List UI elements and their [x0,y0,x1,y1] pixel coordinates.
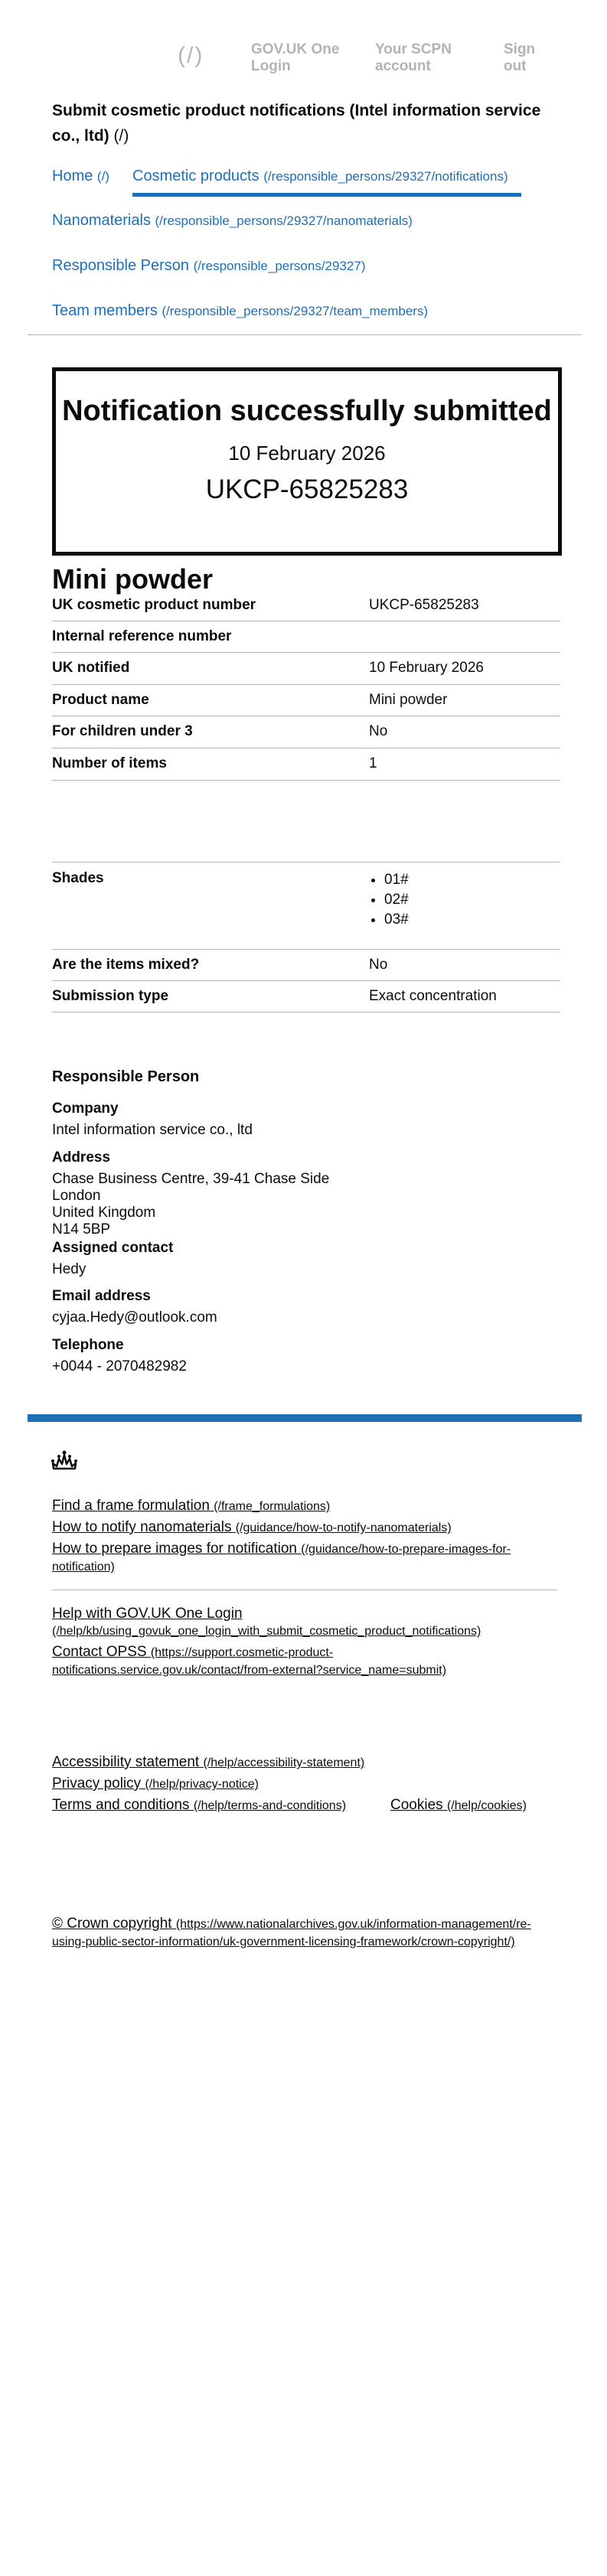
address-line: Chase Business Centre, 39-41 Chase Side [52,1171,330,1187]
nav-divider [28,334,582,335]
footer-link-label: How to notify nanomaterials [52,1519,232,1535]
service-name-url: (/) [113,127,129,145]
footer-link-accessibility[interactable] [52,1754,364,1772]
active-nav-indicator [132,193,521,197]
address-line: N14 5BP [52,1221,111,1237]
footer-link-url: (/guidance/how-to-notify-nanomaterials) [235,1521,452,1534]
scpn-account-link[interactable]: Your SCPN account [375,41,452,74]
address-value [52,1171,329,1238]
footer-link-frame-formulation[interactable] [52,1498,330,1515]
summary-row [52,589,560,621]
summary-row [52,949,560,981]
service-name-text[interactable]: Submit cosmetic product notifications (Intel information service co., ltd) [52,102,541,145]
footer-top-bar [28,1414,582,1422]
nav-products-url: (/responsible_persons/29327/notifications) [263,169,508,184]
footer-link-url: (/help/privacy-notice) [145,1778,259,1791]
company-value: Intel information service co., ltd [52,1122,253,1138]
footer-link-privacy[interactable] [52,1775,259,1793]
govuk-logo-link[interactable]: (/) [178,43,204,68]
crown-icon [51,1449,78,1472]
shade-item: • 03# [384,910,409,930]
footer-link-url: (/frame_formulations) [214,1500,331,1513]
nav-products-label: Cosmetic products [132,168,259,184]
footer-link-label: © Crown copyright [52,1916,172,1932]
nav-home-label: Home [52,168,93,184]
summary-row [52,980,560,1012]
contact-label: Assigned contact [52,1240,174,1256]
address-line: United Kingdom [52,1205,156,1221]
confirmation-panel [52,367,562,556]
nav-nanomaterials[interactable] [52,212,413,230]
footer-link-label: Find a frame formulation [52,1498,210,1514]
summary-key: Product name [52,692,149,708]
footer-link-label: Cookies [390,1797,443,1813]
telephone-label: Telephone [52,1337,124,1353]
footer-link-prepare-images[interactable] [52,1541,542,1576]
telephone-value: +0044 - 2070482982 [52,1358,187,1374]
footer-link-crown-copyright[interactable] [52,1916,550,1951]
summary-value: Exact concentration [369,988,497,1004]
nav-team-members[interactable] [52,302,428,320]
responsible-person-heading: Responsible Person [52,1068,200,1085]
nav-team-label: Team members [52,302,158,319]
panel-reference: UKCP-65825283 [205,474,409,504]
shade-item: • 02# [384,890,409,910]
nav-home-url: (/) [96,169,109,184]
email-value: cyjaa.Hedy@outlook.com [52,1309,217,1325]
summary-row [52,621,560,653]
summary-key: Submission type [52,988,169,1004]
footer-link-label: How to prepare images for notification [52,1541,297,1557]
nav-team-url: (/responsible_persons/29327/team_members) [162,304,429,318]
footer-link-url: (/guidance/how-to-prepare-images-for-notification) [52,1543,511,1573]
footer-link-label: Help with GOV.UK One Login [52,1606,243,1622]
summary-value: 1 [369,755,377,771]
footer-link-terms[interactable] [52,1797,346,1815]
summary-value: 10 February 2026 [369,660,484,676]
header [0,0,607,84]
summary-key: Shades [52,870,104,886]
footer-link-one-login-help[interactable] [52,1606,550,1640]
nav-rp-url: (/responsible_persons/29327) [193,259,366,273]
panel-date: 10 February 2026 [228,442,386,465]
nav-home[interactable] [52,168,109,185]
summary-row [52,748,560,781]
shade-item: • 01# [384,870,409,890]
summary-value: UKCP-65825283 [369,597,479,613]
summary-value: Mini powder [369,692,448,708]
nav-nano-label: Nanomaterials [52,212,151,229]
summary-key: UK notified [52,660,130,676]
footer-link-contact-opss[interactable] [52,1644,550,1679]
shades-list [369,870,409,930]
summary-row-shades [52,862,560,950]
footer-link-label: Accessibility statement [52,1754,200,1770]
summary-key: Internal reference number [52,628,232,644]
service-name[interactable] [52,98,550,148]
nav-responsible-person[interactable] [52,257,365,275]
nav-rp-label: Responsible Person [52,257,189,274]
footer-link-label: Contact OPSS [52,1644,147,1660]
shades-value [369,870,409,930]
address-line: London [52,1188,101,1204]
footer-link-cookies[interactable] [390,1797,527,1815]
summary-row [52,652,560,685]
product-heading: Mini powder [52,563,213,595]
summary-row [52,684,560,716]
summary-key: Number of items [52,755,167,771]
footer-link-url: (/help/terms-and-conditions) [193,1799,347,1812]
one-login-link[interactable]: GOV.UK One Login [251,41,340,74]
footer-link-url: (/help/kb/using_govuk_one_login_with_submit_cosmetic_product_notifications) [52,1625,481,1638]
footer-link-url: (https://www.nationalarchives.gov.uk/information-management/re-using-public-sector-information/uk-government-licensing-framework/crown-copyright/) [52,1918,531,1948]
company-label: Company [52,1101,119,1117]
summary-key: UK cosmetic product number [52,597,256,613]
footer-link-nanomaterials[interactable] [52,1519,452,1537]
footer-link-url: (https://support.cosmetic-product-notifications.service.gov.uk/contact/from-external?service_name=submit) [52,1646,447,1677]
nav-cosmetic-products[interactable] [132,168,508,185]
footer-link-url: (/help/cookies) [446,1799,527,1812]
footer-link-label: Terms and conditions [52,1797,190,1813]
panel-title: Notification successfully submitted [62,395,552,427]
nav-nano-url: (/responsible_persons/29327/nanomaterials) [155,214,413,228]
summary-row [52,716,560,748]
summary-key: Are the items mixed? [52,957,200,973]
footer-link-label: Privacy policy [52,1775,142,1792]
contact-value: Hedy [52,1261,86,1277]
address-label: Address [52,1149,111,1166]
summary-value: No [369,723,388,739]
summary-value: No [369,957,388,973]
email-label: Email address [52,1288,151,1304]
footer-link-url: (/help/accessibility-statement) [203,1756,365,1769]
summary-key: For children under 3 [52,723,193,739]
sign-out-link[interactable]: Sign out [504,41,536,74]
